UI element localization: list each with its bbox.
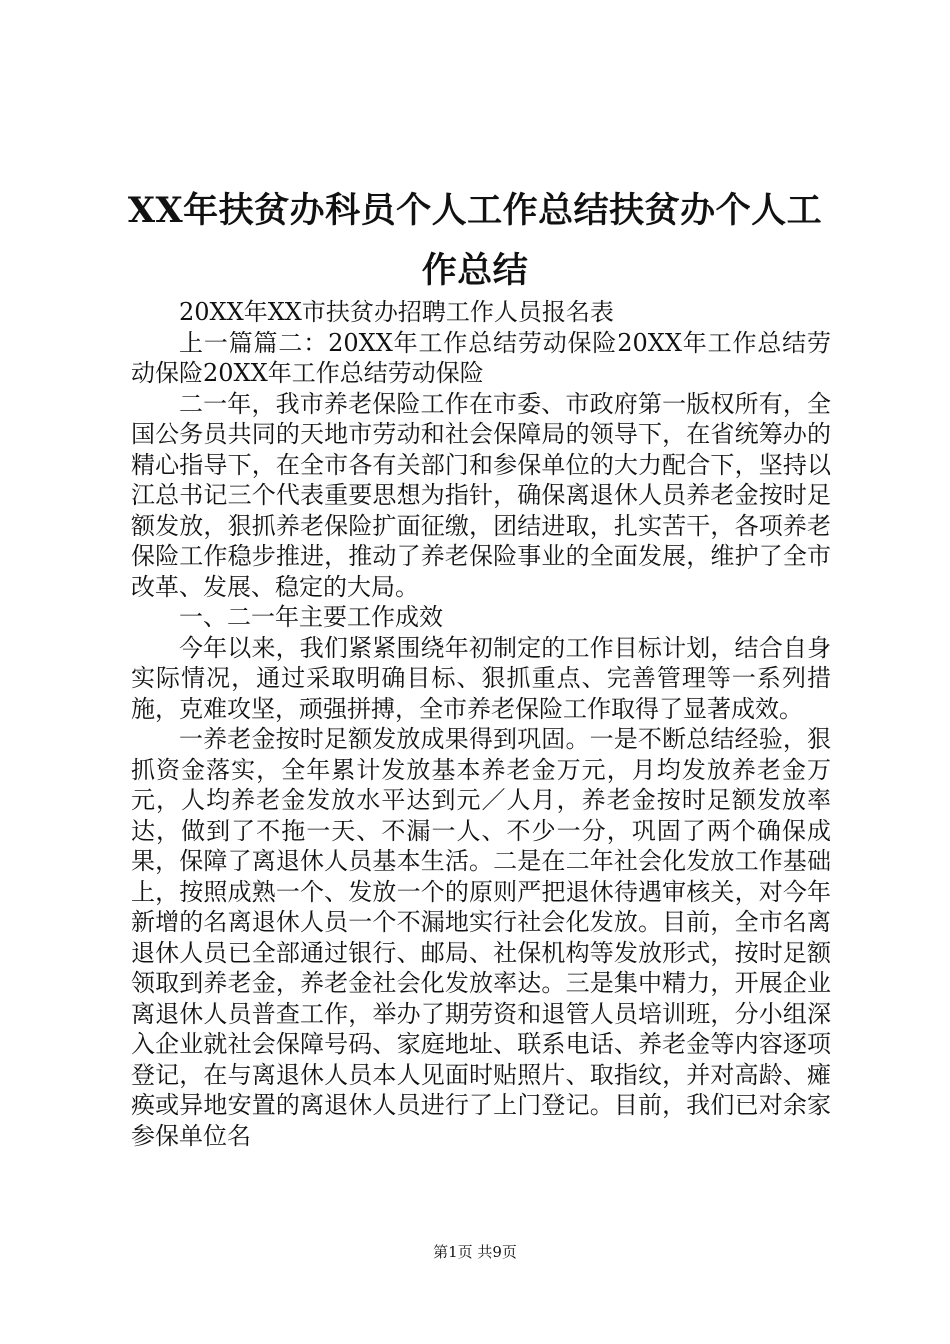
paragraph: 上一篇篇二：20XX年工作总结劳动保险20XX年工作总结劳动保险20XX年工作总结劳动保险 — [131, 328, 831, 387]
paragraph: 二一年，我市养老保险工作在市委、市政府第一版权所有，全国公务员共同的天地市劳动和社会保障局的领导下，在省统筹办的精心指导下，在全市各有关部门和参保单位的大力配合下，坚持以江总书记三个代表重要思想为指针，确保离退休人员养老金按时足额发放，狠抓养老保险扩面征缴，团结进取，扎实苦干，各项养老保险工作稳步推进，推动了养老保险事业的全面发展，维护了全市改革、发展、稳定的大局。 — [131, 389, 831, 601]
page-number-footer: 第1页 共9页 — [433, 1243, 517, 1261]
document-body — [131, 297, 831, 1151]
document-title: XX年扶贫办科员个人工作总结扶贫办个人工作总结 — [127, 190, 823, 292]
paragraph: 20XX年XX市扶贫办招聘工作人员报名表 — [179, 298, 614, 326]
paragraph: 一养老金按时足额发放成果得到巩固。一是不断总结经验，狠抓资金落实，全年累计发放基本养老金万元，月均发放养老金万元，人均养老金发放水平达到元／人月，养老金按时足额发放率达，做到了不拖一天、不漏一人、不少一分，巩固了两个确保成果，保障了离退休人员基本生活。二是在二年社会化发放工作基础上，按照成熟一个、发放一个的原则严把退休待遇审核关，对今年新增的名离退休人员一个不漏地实行社会化发放。目前，全市名离退休人员已全部通过银行、邮局、社保机构等发放形式，按时足额领取到养老金，养老金社会化发放率达。三是集中精力，开展企业离退休人员普查工作，举办了期劳资和退管人员培训班，分小组深入企业就社会保障号码、家庭地址、联系电话、养老金等内容逐项登记，在与离退休人员本人见面时贴照片、取指纹，并对高龄、瘫痪或异地安置的离退休人员进行了上门登记。目前，我们已对余家参保单位名 — [131, 725, 831, 1150]
paragraph: 今年以来，我们紧紧围绕年初制定的工作目标计划，结合自身实际情况，通过采取明确目标、狠抓重点、完善管理等一系列措施，克难攻坚，顽强拼搏，全市养老保险工作取得了显著成效。 — [131, 633, 831, 723]
section-heading: 一、二一年主要工作成效 — [179, 603, 443, 631]
